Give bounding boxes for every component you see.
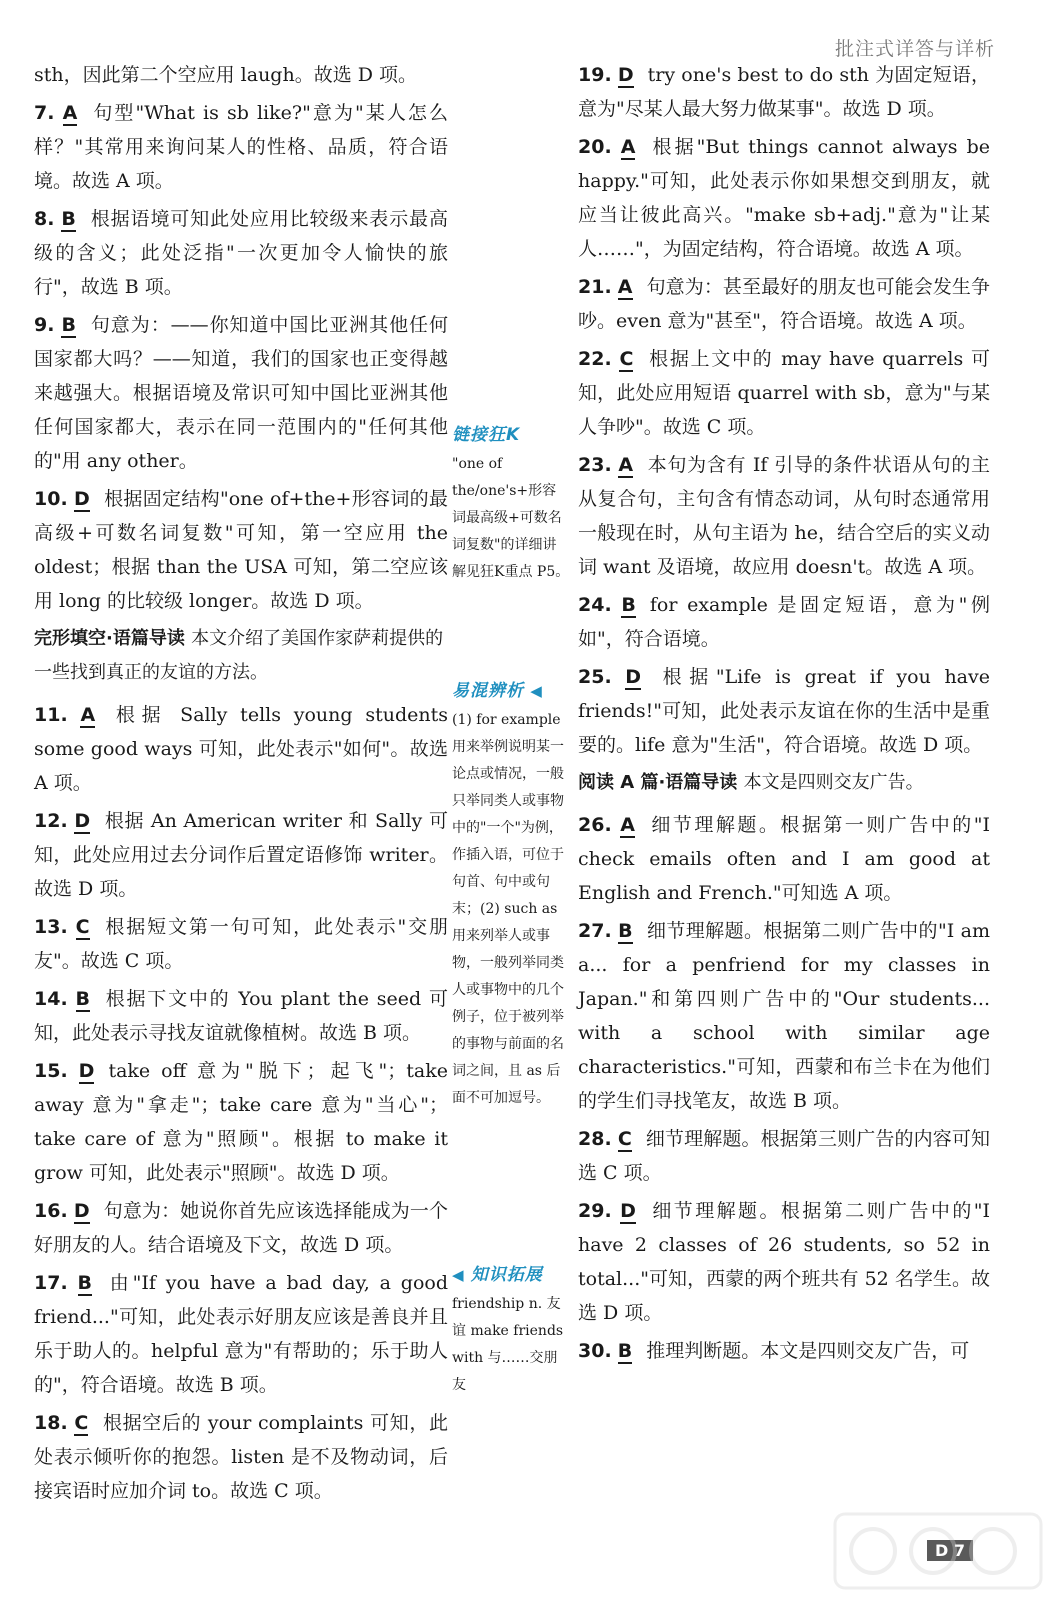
answer-item <box>34 202 448 304</box>
answer-letter: D <box>73 1200 90 1222</box>
side-note-knowledge-title: ◀ 知识拓展 <box>452 1265 543 1285</box>
answer-letter: B <box>621 594 636 616</box>
answer-item <box>578 130 990 266</box>
question-number: 30. <box>578 1340 612 1362</box>
explanation-text: 根据下文中的 You plant the seed 可知，此处表示寻找友谊就像植树。故选 B 项。 <box>34 988 448 1044</box>
explanation-text: 根据短文第一句可知，此处表示"交朋友"。故选 C 项。 <box>34 916 448 972</box>
question-number: 16. <box>34 1200 68 1222</box>
answer-letter: A <box>618 454 634 476</box>
question-number: 19. <box>578 64 612 86</box>
answer-item <box>34 698 448 800</box>
question-number: 21. <box>578 276 612 298</box>
explanation-text: 根据语境可知此处应用比较级来表示最高级的含义；此处泛指"一次更加令人愉快的旅行"，故选 B 项。 <box>34 208 448 298</box>
side-note-link-title: 链接狂K <box>452 425 521 445</box>
answer-item <box>578 914 990 1118</box>
answer-letter: D <box>74 488 90 510</box>
question-number: 8. <box>34 208 55 230</box>
answer-item <box>34 482 448 618</box>
answer-item <box>34 804 448 906</box>
answer-item <box>34 1194 448 1262</box>
answer-item <box>578 1194 990 1330</box>
answer-letter: D <box>74 810 91 832</box>
answer-letter: B <box>61 314 76 336</box>
side-note-confusing-text: (1) for example 用来举例说明某一论点或情况，一般只举同类人或事物中的"一个"为例，作插入语，可位于句首、句中或句末；(2) such as 用来列举人或事物，一般列举同类人或事物中的几个例子，位于被列举的事物与前面的名词之间，且 as 后面不可加逗号。 <box>452 712 564 1106</box>
answer-letter: D <box>620 1200 636 1222</box>
side-note-confusing <box>452 676 570 1112</box>
answer-letter: C <box>75 916 90 938</box>
side-note-link-text: "one of the/one's+形容词最高级+可数名词复数"的详细讲解见狂K重点 P5。 <box>452 456 570 580</box>
reading-guide-label: 阅读 A 篇·语篇导读 <box>578 772 738 793</box>
explanation-text: 根据上文中的 may have quarrels 可知，此处应用短语 quarrel with sb，意为"与某人争吵"。故选 C 项。 <box>578 348 990 438</box>
answer-item <box>578 808 990 910</box>
answer-letter: D <box>625 666 642 688</box>
question-number: 23. <box>578 454 612 476</box>
side-note-knowledge-text: friendship n. 友谊 make friends with 与……交朋友 <box>452 1296 564 1393</box>
explanation-text: 句意为：——你知道中国比亚洲其他任何国家都大吗？——知道，我们的国家也正变得越来越强大。根据语境及常识可知中国比亚洲其他任何国家都大，表示在同一范围内的"任何其他的"用 any other。 <box>34 314 448 472</box>
question-number: 27. <box>578 920 612 942</box>
side-note-knowledge <box>452 1260 570 1399</box>
answer-letter: C <box>619 348 634 370</box>
answer-letter: A <box>617 276 633 298</box>
question-number: 15. <box>34 1060 68 1082</box>
cloze-guide <box>34 622 448 690</box>
answer-letter: D <box>78 1060 95 1082</box>
answer-item <box>578 660 990 762</box>
answer-item <box>578 58 990 126</box>
answer-item <box>34 1406 448 1508</box>
explanation-text: for example 是固定短语，意为"例如"，符合语境。 <box>578 594 990 650</box>
question-number: 11. <box>34 704 68 726</box>
cloze-guide-desc: 本文介绍了美国作家萨莉提供的一些找到真正的友谊的方法。 <box>34 628 444 683</box>
answer-letter: B <box>77 1272 92 1294</box>
explanation-text: 句型"What is sb like?"意为"某人怎么样？"其常用来询问某人的性格、品质，符合语境。故选 A 项。 <box>34 102 448 192</box>
explanation-text: 本句为含有 If 引导的条件状语从句的主从复合句，主句含有情态动词，从句时态通常用一般现在时，从句主语为 he，结合空后的实义动词 want 及语境，故应用 doesn't。故选 A 项。 <box>578 454 990 578</box>
explanation-text: 细节理解题。根据第二则广告中的"I have 2 classes of 26 students, so 52 in total..."可知，西蒙的两个班共有 52 名学生。故选 D 项。 <box>578 1200 990 1324</box>
answer-letter: C <box>617 1128 632 1150</box>
answer-item <box>34 1054 448 1190</box>
pointer-arrow-icon: ◀ <box>452 1266 471 1284</box>
answer-item <box>34 308 448 478</box>
explanation-text: try one's best to do sth 为固定短语，意为"尽某人最大努力做某事"。故选 D 项。 <box>578 64 990 120</box>
question-number: 7. <box>34 102 55 124</box>
answer-item <box>578 588 990 656</box>
answer-letter: C <box>74 1412 89 1434</box>
question-number: 24. <box>578 594 612 616</box>
question-number: 13. <box>34 916 68 938</box>
answer-item <box>578 1122 990 1190</box>
question-number: 20. <box>578 136 612 158</box>
question-number: 9. <box>34 314 55 336</box>
answer-letter: A <box>620 814 635 836</box>
answer-letter: B <box>617 1340 633 1362</box>
question-number: 22. <box>578 348 612 370</box>
explanation-text: 细节理解题。根据第一则广告中的"I check emails often and I am good at English and French."可知选 A 项。 <box>578 814 990 904</box>
answer-item <box>578 342 990 444</box>
question-number: 25. <box>578 666 612 688</box>
explanation-text: 句意为：她说你首先应该选择能成为一个好朋友的人。结合语境及下文，故选 D 项。 <box>34 1200 448 1256</box>
answer-letter: B <box>61 208 76 230</box>
pointer-arrow-icon: ◀ <box>524 682 543 700</box>
answer-letter: A <box>62 102 78 124</box>
explanation-text: 细节理解题。根据第二则广告中的"I am a... for a penfriend for my classes in Japan."和第四则广告中的"Our students... with a school with similar age characteristics."可知，西蒙和布兰卡在为他们的学生们寻找笔友，故选 B 项。 <box>578 920 990 1112</box>
answer-item <box>34 982 448 1050</box>
answer-letter: B <box>75 988 90 1010</box>
question-number: 26. <box>578 814 612 836</box>
question-number: 28. <box>578 1128 612 1150</box>
answer-item <box>578 270 990 338</box>
question-number: 12. <box>34 810 68 832</box>
explanation-text: take off 意为"脱下；起飞"；take away 意为"拿走"；take care 意为"当心"；take care of 意为"照顾"。根据 to make it grow 可知，此处表示"照顾"。故选 D 项。 <box>34 1060 448 1184</box>
answer-item <box>34 96 448 198</box>
explanation-text: 根据 Sally tells young students some good ways 可知，此处表示"如何"。故选 A 项。 <box>34 704 448 794</box>
question-number: 14. <box>34 988 68 1010</box>
cloze-guide-label: 完形填空·语篇导读 <box>34 628 185 649</box>
page-header-title: 批注式详答与详析 <box>834 38 995 60</box>
reading-guide <box>578 766 990 800</box>
side-note-link <box>452 420 570 586</box>
explanation-text: 句意为：甚至最好的朋友也可能会发生争吵。even 意为"甚至"，符合语境。故选 A 项。 <box>578 276 990 332</box>
explanation-text: 根据"Life is great if you have friends!"可知，此处表示友谊在你的生活中是重要的。life 意为"生活"，符合语境。故选 D 项。 <box>578 666 990 756</box>
left-column <box>34 58 448 1512</box>
explanation-text: 根据固定结构"one of+the+形容词的最高级+可数名词复数"可知，第一空应用 the oldest；根据 than the USA 可知，第二空应该用 long 的比较级 longer。故选 D 项。 <box>34 488 448 612</box>
question-number: 29. <box>578 1200 612 1222</box>
page-number: D 7 <box>927 1540 973 1561</box>
answer-letter: A <box>80 704 96 726</box>
answer-item <box>578 1334 990 1368</box>
answer-letter: D <box>617 64 634 86</box>
reading-guide-desc: 本文是四则交友广告。 <box>743 772 924 793</box>
right-column <box>578 58 990 1372</box>
answer-item <box>34 1266 448 1402</box>
explanation-text: sth，因此第二个空应用 laugh。故选 D 项。 <box>34 64 418 86</box>
explanation-text: 细节理解题。根据第三则广告的内容可知选 C 项。 <box>578 1128 990 1184</box>
answer-item <box>34 58 448 92</box>
explanation-text: 由"If you have a bad day, a good friend..."可知，此处表示好朋友应该是善良并且乐于助人的。helpful 意为"有帮助的；乐于助人的"，符合语境。故选 B 项。 <box>34 1272 448 1396</box>
answer-letter: B <box>618 920 633 942</box>
explanation-text: 推理判断题。本文是四则交友广告，可 <box>646 1340 970 1362</box>
explanation-text: 根据"But things cannot always be happy."可知，此处表示你如果想交到朋友，就应当让彼此高兴。"make sb+adj."意为"让某人……"，为固定结构，符合语境。故选 A 项。 <box>578 136 991 260</box>
question-number: 17. <box>34 1272 68 1294</box>
question-number: 10. <box>34 488 68 510</box>
watermark-logo <box>833 1512 1043 1590</box>
question-number: 18. <box>34 1412 68 1434</box>
explanation-text: 根据 An American writer 和 Sally 可知，此处应用过去分词作后置定语修饰 writer。故选 D 项。 <box>34 810 448 900</box>
side-note-confusing-title: 易混辨析 ◀ <box>452 681 543 701</box>
answer-item <box>34 910 448 978</box>
explanation-text: 根据空后的 your complaints 可知，此处表示倾听你的抱怨。listen 是不及物动词，后接宾语时应加介词 to。故选 C 项。 <box>34 1412 448 1502</box>
answer-letter: A <box>620 136 636 158</box>
answer-item <box>578 448 990 584</box>
